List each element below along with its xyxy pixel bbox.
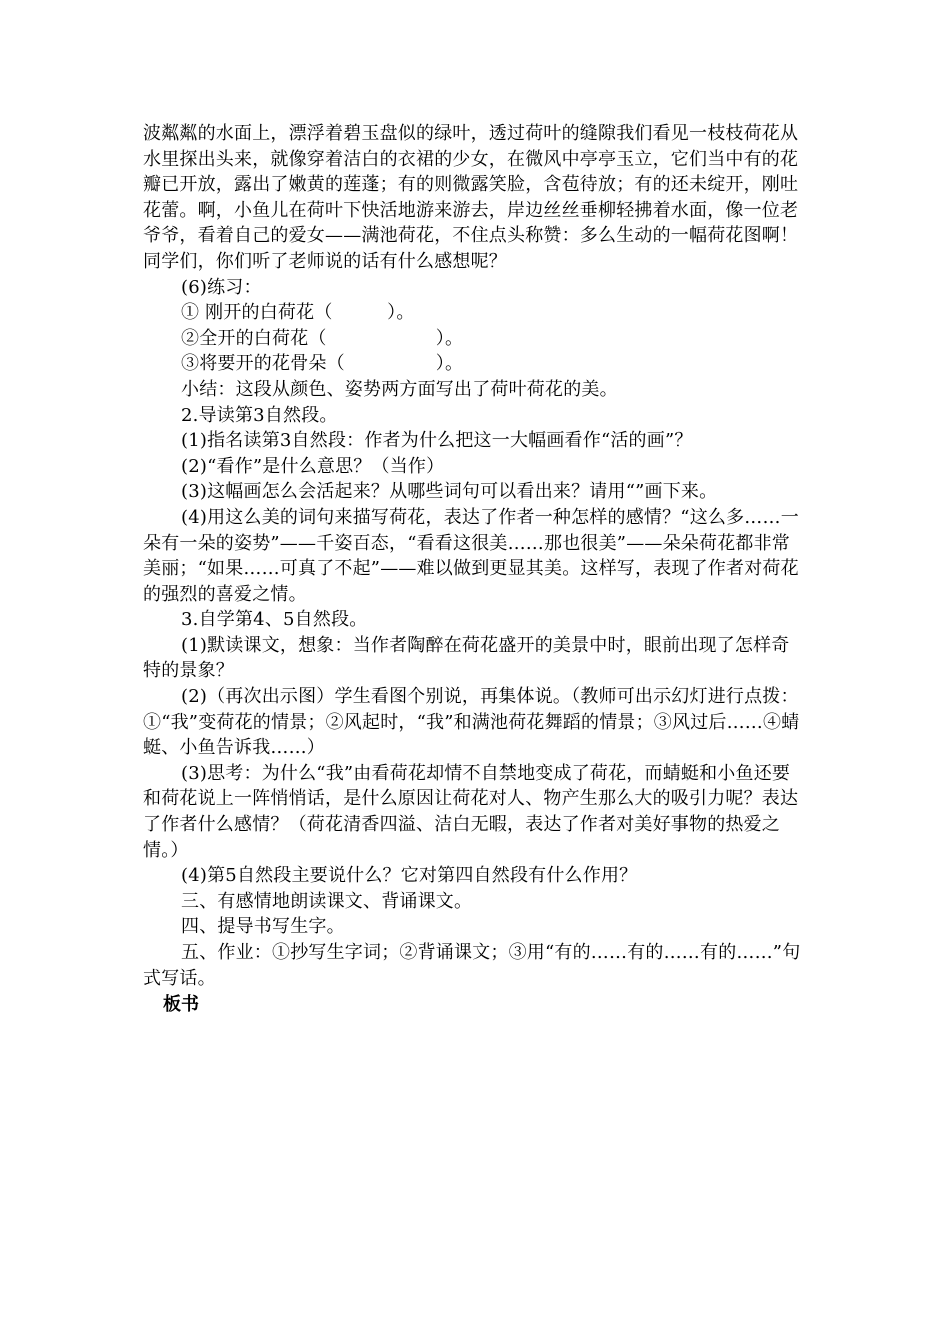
paragraph-question-4: (4)用这么美的词句来描写荷花，表达了作者一种怎样的感情？“这么多……一朵有一朵的姿势”——千姿百态，“看看这很美……那也很美”——朵朵荷花都非常美丽；“如果……可真了不起”——难以做到更显其美。这样写，表现了作者对荷花的强烈的喜爱之情。 — [143, 506, 799, 605]
paragraph-exercise-2: ②全开的白荷花（ ）。 — [181, 327, 464, 349]
paragraph-section-3: 3.自学第4、5自然段。 — [181, 609, 368, 631]
paragraph-self-study-3: (3)思考：为什么“我”由看荷花却情不自禁地变成了荷花，而蜻蜓和小鱼还要和荷花说上一阵悄悄话，是什么原因让荷花对人、物产生那么大的吸引力呢？表达了作者什么感情？（荷花清香四溢、洁白无暇，表达了作者对美好事物的热爱之情。） — [143, 762, 799, 861]
paragraph-question-3: (3)这幅画怎么会活起来？从哪些词句可以看出来？请用“”画下来。 — [181, 481, 718, 503]
paragraph-question-2: (2)“看作”是什么意思？（当作） — [181, 455, 445, 477]
paragraph-question-1: (1)指名读第3自然段：作者为什么把这一大幅画看作“活的画”？ — [181, 430, 693, 452]
paragraph-self-study-1: (1)默读课文，想象：当作者陶醉在荷花盛开的美景中时，眼前出现了怎样奇特的景象？ — [143, 634, 790, 682]
lesson-body — [143, 121, 807, 991]
paragraph-self-study-4: (4)第5自然段主要说什么？它对第四自然段有什么作用？ — [181, 865, 638, 887]
paragraph-exercise-3: ③将要开的花骨朵（ ）。 — [181, 353, 464, 375]
paragraph-exercise-title: (6)练习： — [181, 276, 262, 298]
paragraph-homework: 五、作业：①抄写生字词；②背诵课文；③用“有的……有的……有的……”句式写话。 — [143, 942, 801, 989]
paragraph-self-study-2: (2)（再次出示图）学生看图个别说，再集体说。（教师可出示幻灯进行点拨：①“我”变荷花的情景；②风起时，“我”和满池荷花舞蹈的情景；③风过后……④蜻蜓、小鱼告诉我……） — [143, 686, 800, 759]
paragraph-exercise-1: ① 刚开的白荷花（ ）。 — [181, 302, 415, 324]
section-heading-blackboard: 板书 — [163, 994, 199, 1015]
paragraph-step-4: 四、提导书写生字。 — [181, 916, 345, 938]
paragraph-step-3: 三、有感情地朗读课文、背诵课文。 — [181, 890, 473, 912]
paragraph-summary: 小结：这段从颜色、姿势两方面写出了荷叶荷花的美。 — [181, 378, 618, 400]
paragraph-lotus-description: 波粼粼的水面上，漂浮着碧玉盘似的绿叶，透过荷叶的缝隙我们看见一枝枝荷花从水里探出头来，就像穿着洁白的衣裙的少女，在微风中亭亭玉立，它们当中有的花瓣已开放，露出了嫩黄的莲蓬；有的则微露笑脸，含苞待放；有的还未绽开，刚吐花蕾。啊，小鱼儿在荷叶下快活地游来游去，岸边丝丝垂柳轻拂着水面，像一位老爷爷，看着自己的爱女——满池荷花，不住点头称赞：多么生动的一幅荷花图啊！同学们，你们听了老师说的话有什么感想呢？ — [143, 123, 799, 272]
paragraph-section-2: 2.导读第3自然段。 — [181, 404, 338, 426]
